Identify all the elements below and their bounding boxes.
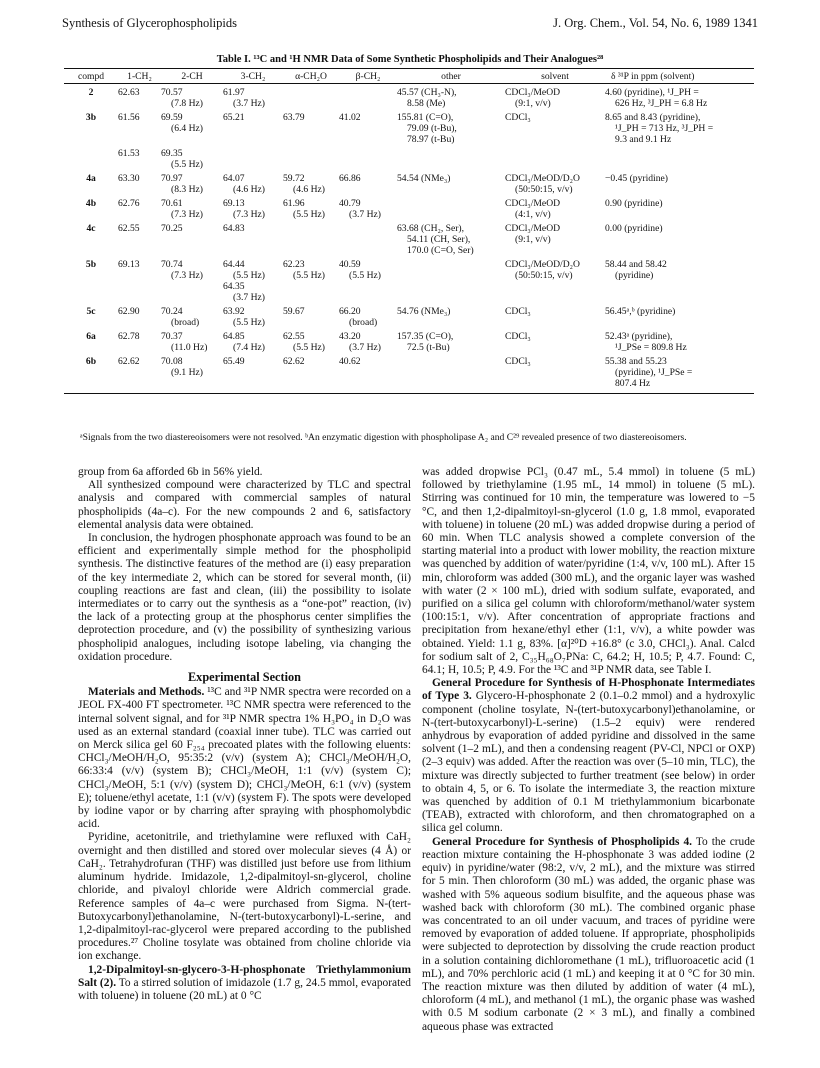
cell-line: 155.81 (C=O), — [397, 112, 454, 123]
table-cell — [505, 223, 605, 256]
table-cell — [505, 331, 605, 353]
cell-line: 63.30 — [118, 173, 140, 184]
cell-line: −0.45 (pyridine) — [605, 173, 668, 184]
cell-line — [223, 148, 283, 159]
cell-line: 61.53 — [118, 148, 140, 159]
cell-line: (9:1, v/v) — [515, 234, 551, 245]
left-column — [78, 466, 411, 1003]
cell-line: (9.1 Hz) — [171, 367, 203, 378]
table-cell — [64, 87, 118, 109]
cell-line: 62.62 — [118, 356, 140, 367]
table-cell — [397, 356, 505, 389]
table-cell — [161, 306, 223, 328]
paragraph-heading: General Procedure for Synthesis of Phospholipids 4. — [432, 835, 692, 848]
cell-line: 157.35 (C=O), — [397, 331, 454, 342]
table-cell — [283, 331, 339, 353]
cell-line: 70.08 — [161, 356, 183, 367]
cell-line: CDCl₃ — [505, 331, 531, 342]
paragraph-heading: Materials and Methods. — [88, 686, 205, 699]
cell-line: 54.54 (NMe₃) — [397, 173, 451, 184]
table-cell — [283, 223, 339, 256]
table-cell — [118, 112, 161, 145]
cell-line: (pyridine), ¹J_PSe = — [615, 367, 693, 378]
column-header: 2-CH — [181, 70, 203, 82]
table-cell — [64, 356, 118, 389]
cell-line: 70.61 — [161, 198, 183, 209]
table-cell — [605, 173, 754, 195]
cell-line: 62.63 — [118, 87, 140, 98]
column-header: 3-CH₂ — [240, 70, 266, 82]
cell-line: (broad) — [171, 317, 200, 328]
cell-line: (5.5 Hz) — [293, 342, 325, 353]
table-cell — [161, 223, 223, 256]
table-cell — [505, 112, 605, 145]
table-cell — [223, 198, 283, 220]
cell-line: 59.72 — [283, 173, 305, 184]
cell-line: 4b — [85, 198, 97, 209]
table-cell — [223, 148, 283, 170]
table-row — [64, 256, 754, 303]
cell-line — [283, 223, 339, 234]
table-cell — [161, 331, 223, 353]
table-cell — [505, 356, 605, 389]
cell-line: (4:1, v/v) — [515, 209, 551, 220]
table-cell — [64, 112, 118, 145]
paragraph — [422, 677, 755, 835]
table-cell — [118, 173, 161, 195]
cell-line: 69.13 — [223, 198, 245, 209]
cell-line — [283, 148, 339, 159]
table-header-row — [64, 69, 754, 84]
table-cell — [397, 112, 505, 145]
cell-line: 54.76 (NMe₃) — [397, 306, 451, 317]
table-cell — [397, 306, 505, 328]
table-cell — [339, 112, 397, 145]
cell-line: 61.56 — [118, 112, 140, 123]
table-row — [64, 109, 754, 145]
cell-line: 63.92 — [223, 306, 245, 317]
table-cell — [223, 356, 283, 389]
cell-line: 2 — [88, 87, 94, 98]
table-cell — [161, 87, 223, 109]
cell-line: 4.60 (pyridine), ¹J_PH = — [605, 87, 699, 98]
cell-line: (11.0 Hz) — [171, 342, 208, 353]
table-cell — [397, 148, 505, 170]
cell-line: 626 Hz, ³J_PH = 6.8 Hz — [615, 98, 708, 109]
cell-line: 62.90 — [118, 306, 140, 317]
cell-line: 5b — [85, 259, 97, 270]
cell-line: (8.3 Hz) — [171, 184, 203, 195]
table-cell — [397, 198, 505, 220]
table-cell — [605, 198, 754, 220]
table-cell — [118, 331, 161, 353]
cell-line: 70.57 — [161, 87, 183, 98]
table-footnote: ᵃSignals from the two diastereoisomers were not resolved. ᵇAn enzymatic digestion with phospholipase A₂ and C²⁹ revealed presence of two diastereoisomers. — [80, 432, 687, 443]
table-cell — [161, 259, 223, 303]
cell-line: 64.85 — [223, 331, 245, 342]
table-cell — [505, 148, 605, 170]
cell-line: 6b — [85, 356, 97, 367]
cell-line: 807.4 Hz — [615, 378, 651, 389]
table-row — [64, 353, 754, 389]
cell-line: 4a — [86, 173, 96, 184]
cell-line: 66.86 — [339, 173, 361, 184]
table-row — [64, 84, 754, 109]
header-title: Synthesis of Glycerophospholipids — [62, 16, 237, 30]
table-cell — [339, 356, 397, 389]
cell-line: (9:1, v/v) — [515, 98, 551, 109]
header-journal: J. Org. Chem., Vol. 54, No. 6, 1989 1341 — [553, 16, 758, 30]
cell-line — [64, 148, 118, 159]
paragraph-text: To the crude reaction mixture containing the H-phosphonate 3 was added iodine (2 equiv) in pyridine/water (98:2, v/v, 2 mL), and the mixture was stirred for 5 min. Then chloroform (30 mL) was added, the organic phase was washed with 5% aqueous sodium bisulfite, and the aqueous phase was washed back with chloroform (30 mL). The combined organic phase was concentrated to an oil under vacuum, and traces of pyridine were removed by evaporation of added toluene. If appropriate, phospholipids were subjected to deprotection by dissolving the crude reaction product in a solution containing dichloromethane (1 mL), trifluoroacetic acid (1 mL), and 70% perchloric acid (1 mL) and keeping it at 0 °C for 30 min. The reaction mixture was then diluted by addition of water (4 mL), chloroform (4 mL), and methanol (1 mL), the organic phase was washed with 0.5 M sodium carbonate (2 × 3 mL), and finally a combined aqueous phase was extracted — [422, 835, 755, 1033]
table-cell — [605, 356, 754, 389]
cell-line: 0.90 (pyridine) — [605, 198, 663, 209]
table-cell — [605, 306, 754, 328]
cell-line: 58.44 and 58.42 — [605, 259, 667, 270]
cell-line: 0.00 (pyridine) — [605, 223, 663, 234]
cell-line: (4.6 Hz) — [293, 184, 325, 195]
cell-line: CDCl₃/MeOD — [505, 198, 561, 209]
table-row — [64, 220, 754, 256]
table-cell — [161, 112, 223, 145]
cell-line — [397, 148, 505, 159]
table-cell — [118, 356, 161, 389]
table-cell — [339, 87, 397, 109]
table-cell — [605, 87, 754, 109]
cell-line: 62.62 — [283, 356, 305, 367]
cell-line: 40.79 — [339, 198, 361, 209]
right-column — [422, 466, 755, 1034]
cell-line: 45.57 (CH₃-N), — [397, 87, 457, 98]
cell-line: (7.3 Hz) — [233, 209, 265, 220]
paragraph: All synthesized compound were characterized by TLC and spectral analysis and compared with commercial samples of natural phospholipids (4a–c). For the new compounds 2 and 6, satisfactory elemental analysis data were obtained. — [78, 479, 411, 531]
cell-line: 56.45ᵃ,ᵇ (pyridine) — [605, 306, 676, 317]
column-header: solvent — [541, 70, 569, 82]
table-cell — [64, 173, 118, 195]
cell-line: CDCl₃ — [505, 306, 531, 317]
cell-line: 62.23 — [283, 259, 305, 270]
cell-line: (5.5 Hz) — [293, 209, 325, 220]
table-cell — [118, 259, 161, 303]
cell-line: (5.5 Hz) — [233, 270, 265, 281]
table-cell — [118, 223, 161, 256]
cell-line: 65.49 — [223, 356, 245, 367]
paragraph — [78, 964, 411, 1004]
table-cell — [505, 87, 605, 109]
table-cell — [505, 198, 605, 220]
cell-line: 61.97 — [223, 87, 245, 98]
running-header — [62, 16, 758, 34]
cell-line: 69.35 — [161, 148, 183, 159]
section-heading: Experimental Section — [187, 670, 302, 685]
table-cell — [283, 87, 339, 109]
table-cell — [339, 223, 397, 256]
table-cell — [339, 148, 397, 170]
table-cell — [223, 87, 283, 109]
table-row — [64, 303, 754, 328]
table-cell — [118, 306, 161, 328]
cell-line: 63.68 (CH₂, Ser), — [397, 223, 465, 234]
cell-line: (3.7 Hz) — [233, 98, 265, 109]
table-cell — [505, 173, 605, 195]
paragraph — [422, 836, 755, 1034]
cell-line: (3.7 Hz) — [349, 342, 381, 353]
cell-line: (5.5 Hz) — [233, 317, 265, 328]
cell-line: CDCl₃/MeOD — [505, 87, 561, 98]
table-row — [64, 328, 754, 353]
table-cell — [605, 259, 754, 303]
table-cell — [64, 148, 118, 170]
cell-line: ¹J_PH = 713 Hz, ³J_PH = — [615, 123, 714, 134]
cell-line: (4.6 Hz) — [233, 184, 265, 195]
column-header: compd — [77, 70, 105, 82]
table-cell — [283, 148, 339, 170]
cell-line: (5.5 Hz) — [171, 159, 203, 170]
cell-line: 64.83 — [223, 223, 245, 234]
cell-line: 170.0 (C=O, Ser) — [407, 245, 474, 256]
paragraph: was added dropwise PCl₃ (0.47 mL, 5.4 mmol) in toluene (5 mL) followed by triethylamine (1.95 mL, 14 mmol) in toluene (5 mL). Stirring was continued for 10 min, the temperature was lowered to −5 °C, and then 1,2-dipalmitoyl-sn-glycerol (1.0 g, 1.8 mmol, evaporated with toluene) in toluene (20 mL) was added dropwise during a period of 60 min. When TLC analysis showed a complete conversion of the starting material into a product with lower mobility, the reaction mixture was quenched by addition of water/pyridine (1:4, v/v, 100 mL). After 15 min, chloroform was added (300 mL), and the organic layer was washed with water (2 × 100 mL), dried with sodium sulfate, evaporated, and purified on a silica gel column with chloroform/methanol/water system (100:15:1, v/v). After concentration of appropriate fractions and precipitation from hexane/ethyl ether (1:1, v/v), a white powder was obtained. Yield: 1.1 g, 83%. [α]²⁰D +16.8° (c 3.0, CHCl₃). Anal. Calcd for sodium salt of 2, C₃₅H₆₈O₇PNa: C, 64.2; H, 10.5; P, 4.7. Found: C, 64.1; H, 10.5; P, 4.9. For the ¹³C and ³¹P NMR data, see Table I. — [422, 466, 755, 677]
cell-line: 40.62 — [339, 356, 361, 367]
cell-line: 55.38 and 55.23 — [605, 356, 667, 367]
table-cell — [64, 223, 118, 256]
cell-line: 62.78 — [118, 331, 140, 342]
table-cell — [339, 306, 397, 328]
cell-line: (pyridine) — [615, 270, 654, 281]
cell-line: 59.67 — [283, 306, 305, 317]
cell-line: (7.8 Hz) — [171, 98, 203, 109]
cell-line: 72.5 (t-Bu) — [407, 342, 450, 353]
cell-line: (3.7 Hz) — [233, 292, 265, 303]
column-header: α-CH₂O — [295, 70, 327, 82]
cell-line — [339, 87, 397, 98]
table-cell — [339, 259, 397, 303]
cell-line: 40.59 — [339, 259, 361, 270]
table-cell — [339, 331, 397, 353]
cell-line: 41.02 — [339, 112, 361, 123]
cell-line: 64.07 — [223, 173, 245, 184]
cell-line — [339, 148, 397, 159]
table-cell — [223, 259, 283, 303]
cell-line: 66.20 — [339, 306, 361, 317]
table-cell — [283, 112, 339, 145]
table-cell — [505, 306, 605, 328]
paragraph-heading: General Procedure for Synthesis of H-Phosphonate Intermediates of Type 3. — [422, 677, 755, 703]
table-cell — [64, 198, 118, 220]
table-cell — [397, 259, 505, 303]
table-cell — [283, 356, 339, 389]
table-cell — [118, 87, 161, 109]
table-cell — [283, 306, 339, 328]
table-cell — [161, 148, 223, 170]
cell-line: CDCl₃ — [505, 356, 531, 367]
cell-line: 5c — [86, 306, 96, 317]
column-header: 1-CH₂ — [127, 70, 152, 82]
cell-line: 65.21 — [223, 112, 245, 123]
paragraph-text: ¹³C and ³¹P NMR spectra were recorded on a JEOL FX-400 FT spectrometer. ¹³C NMR spectra were referenced to the internal solvent signal, and for ³¹P NMR spectra 1% H₃PO₄ in D₂O was used as an external standard (coaxial inner tube). TLC was carried out on Merck silica gel 60 F₂₅₄ precoated plates with the following eluents: CHCl₃/MeOH/H₂O, 95:35:2 (v/v) (system A); CHCl₃/MeOH/H₂O, 66:33:4 (v/v) (system B); CHCl₃/MeOH, 1:1 (v/v) (system C); CHCl₃/MeOH, 5:1 (v/v) (system D); CHCl₃/MeOH, 6:1 (v/v) (system E); toluene/ethyl acetate, 1:1 (v/v) (system F). The spots were developed by iodine vapor or by charring after spraying with phosphomolybdic acid. — [78, 686, 411, 831]
cell-line: 70.74 — [161, 259, 183, 270]
table-cell — [223, 306, 283, 328]
paragraph-heading: 1,2-Dipalmitoyl-sn-glycero-3-H-phosphonate Triethylammonium Salt (2). — [78, 963, 411, 989]
cell-line: 64.44 — [223, 259, 245, 270]
cell-line: (7.4 Hz) — [233, 342, 265, 353]
table-row — [64, 145, 754, 170]
cell-line — [397, 356, 505, 367]
cell-line: CDCl₃/MeOD/D₂O — [505, 259, 580, 270]
table-cell — [223, 331, 283, 353]
table-cell — [223, 173, 283, 195]
cell-line: (5.5 Hz) — [293, 270, 325, 281]
paragraph — [78, 686, 411, 831]
cell-line: (50:50:15, v/v) — [515, 184, 573, 195]
cell-line: 70.24 — [161, 306, 183, 317]
cell-line: ¹J_PSe = 809.8 Hz — [615, 342, 687, 353]
cell-line: 70.97 — [161, 173, 183, 184]
table-cell — [118, 148, 161, 170]
paragraph: Pyridine, acetonitrile, and triethylamine were refluxed with CaH₂ overnight and then distilled and stored over molecular sieves (4 Å) or CaH₂. Tetrahydrofuran (THF) was distilled just before use from lithium aluminum hydride. Imidazole, 1,2-dipalmitoyl-sn-glycerol, choline chloride, and pivaloyl chloride were Aldrich commercial grade. Reference samples of 4a–c were purchased from Sigma. N-(tert-Butoxycarbonyl)ethanolamine, N-(tert-butoxycarbonyl)-L-serine, and 1,2-dipalmitoyl-rac-glycerol were prepared according to the published procedures.²⁷ Choline tosylate was obtained from choline chloride via ion exchange. — [78, 831, 411, 963]
table-cell — [118, 198, 161, 220]
table-cell — [397, 223, 505, 256]
cell-line: 62.76 — [118, 198, 140, 209]
cell-line: 69.13 — [118, 259, 140, 270]
table-caption: Table I. ¹³C and ¹H NMR Data of Some Synthetic Phospholipids and Their Analogues²⁸ — [216, 54, 604, 65]
table-cell — [283, 173, 339, 195]
table-cell — [397, 87, 505, 109]
cell-line: 63.79 — [283, 112, 305, 123]
table-cell — [64, 259, 118, 303]
cell-line: CDCl₃/MeOD — [505, 223, 561, 234]
table-cell — [605, 331, 754, 353]
cell-line — [339, 223, 397, 234]
cell-line: (7.3 Hz) — [171, 270, 203, 281]
nmr-table — [64, 68, 754, 394]
cell-line — [283, 87, 339, 98]
cell-line: 79.09 (t-Bu), — [407, 123, 457, 134]
cell-line: 4c — [86, 223, 96, 234]
cell-line: 9.3 and 9.1 Hz — [615, 134, 672, 145]
table-body — [64, 84, 754, 389]
cell-line: 61.96 — [283, 198, 305, 209]
column-header: β-CH₂ — [355, 70, 381, 82]
cell-line: 52.43ᵃ (pyridine), — [605, 331, 673, 342]
table-cell — [161, 356, 223, 389]
cell-line — [397, 198, 505, 209]
cell-line: 69.59 — [161, 112, 183, 123]
cell-line: 8.65 and 8.43 (pyridine), — [605, 112, 701, 123]
paragraph-text: Glycero-H-phosphonate 2 (0.1–0.2 mmol) and a hydroxylic component (choline tosylate, N-(tert-butoxycarbonyl)ethanolamine, or N-(tert-butoxycarbonyl)-L-serine) (1.5–2 equiv) were rendered anhydrous by evaporation of added pyridine and dissolved in the same solvent (1–2 mL), and then a condensing reagent (PV-Cl, NPCl or OXP) (2–3 equiv) was added. After the reaction was over (5–10 min, TLC), the mixture was directly subjected to further treatment (see below) in order to obtain 4, 5, or 6. To isolate the intermediate 3, the reaction mixture was quenched by addition of 0.1 M triethylammonium bicarbonate (TEAB), extracted with chloroform, and then chromatographed on a silica gel column. — [422, 690, 755, 835]
table-cell — [64, 306, 118, 328]
paragraph: group from 6a afforded 6b in 56% yield. — [78, 466, 263, 478]
cell-line: 3b — [85, 112, 97, 123]
table-cell — [223, 223, 283, 256]
table-cell — [283, 198, 339, 220]
cell-line: (7.3 Hz) — [171, 209, 203, 220]
cell-line: (6.4 Hz) — [171, 123, 203, 134]
table-cell — [605, 112, 754, 145]
paragraph-text: To a stirred solution of imidazole (1.7 g, 24.5 mmol, evaporated with toluene) in toluene (20 mL) at 0 °C — [78, 976, 411, 1002]
cell-line: CDCl₃/MeOD/D₂O — [505, 173, 580, 184]
table-cell — [223, 112, 283, 145]
cell-line — [505, 148, 605, 159]
cell-line: 70.37 — [161, 331, 183, 342]
table-row — [64, 195, 754, 220]
cell-line: 62.55 — [283, 331, 305, 342]
paragraph: In conclusion, the hydrogen phosphonate approach was found to be an efficient and experimentally simple method for the phospholipid synthesis. The distinctive features of the method are (i) easy preparation of the key intermediate 2, which can be stored for several month, (ii) coupling reactions are fast and clean, (iii) the possibility to isolate intermediates or to carry out the synthesis as a “one-pot” reaction, (iv) the lack of a protecting group at the phosphorus center simplifies the deprotection procedure, and (v) the possibility of synthesizing various phospholipid analogues, including isotope labeling, via changing the oxidation procedure. — [78, 532, 411, 663]
cell-line: 43.20 — [339, 331, 361, 342]
cell-line: CDCl₃ — [505, 112, 531, 123]
cell-line — [397, 259, 505, 270]
column-header: other — [441, 70, 461, 82]
table-cell — [505, 259, 605, 303]
column-header: δ ³¹P in ppm (solvent) — [611, 70, 695, 82]
cell-line: 6a — [86, 331, 96, 342]
cell-line: 64.35 — [223, 281, 245, 292]
table-cell — [161, 198, 223, 220]
table-row — [64, 170, 754, 195]
table-cell — [283, 259, 339, 303]
table-cell — [161, 173, 223, 195]
cell-line: 70.25 — [161, 223, 183, 234]
table-cell — [339, 173, 397, 195]
cell-line: (3.7 Hz) — [349, 209, 381, 220]
cell-line: 78.97 (t-Bu) — [407, 134, 455, 145]
cell-line: (5.5 Hz) — [349, 270, 381, 281]
cell-line: (50:50:15, v/v) — [515, 270, 573, 281]
cell-line — [605, 148, 754, 159]
table-cell — [397, 331, 505, 353]
table-cell — [605, 148, 754, 170]
table-cell — [605, 223, 754, 256]
cell-line: 62.55 — [118, 223, 140, 234]
table-cell — [339, 198, 397, 220]
cell-line: 8.58 (Me) — [407, 98, 446, 109]
cell-line: 54.11 (CH, Ser), — [407, 234, 471, 245]
cell-line: (broad) — [349, 317, 378, 328]
table-cell — [397, 173, 505, 195]
table-cell — [64, 331, 118, 353]
